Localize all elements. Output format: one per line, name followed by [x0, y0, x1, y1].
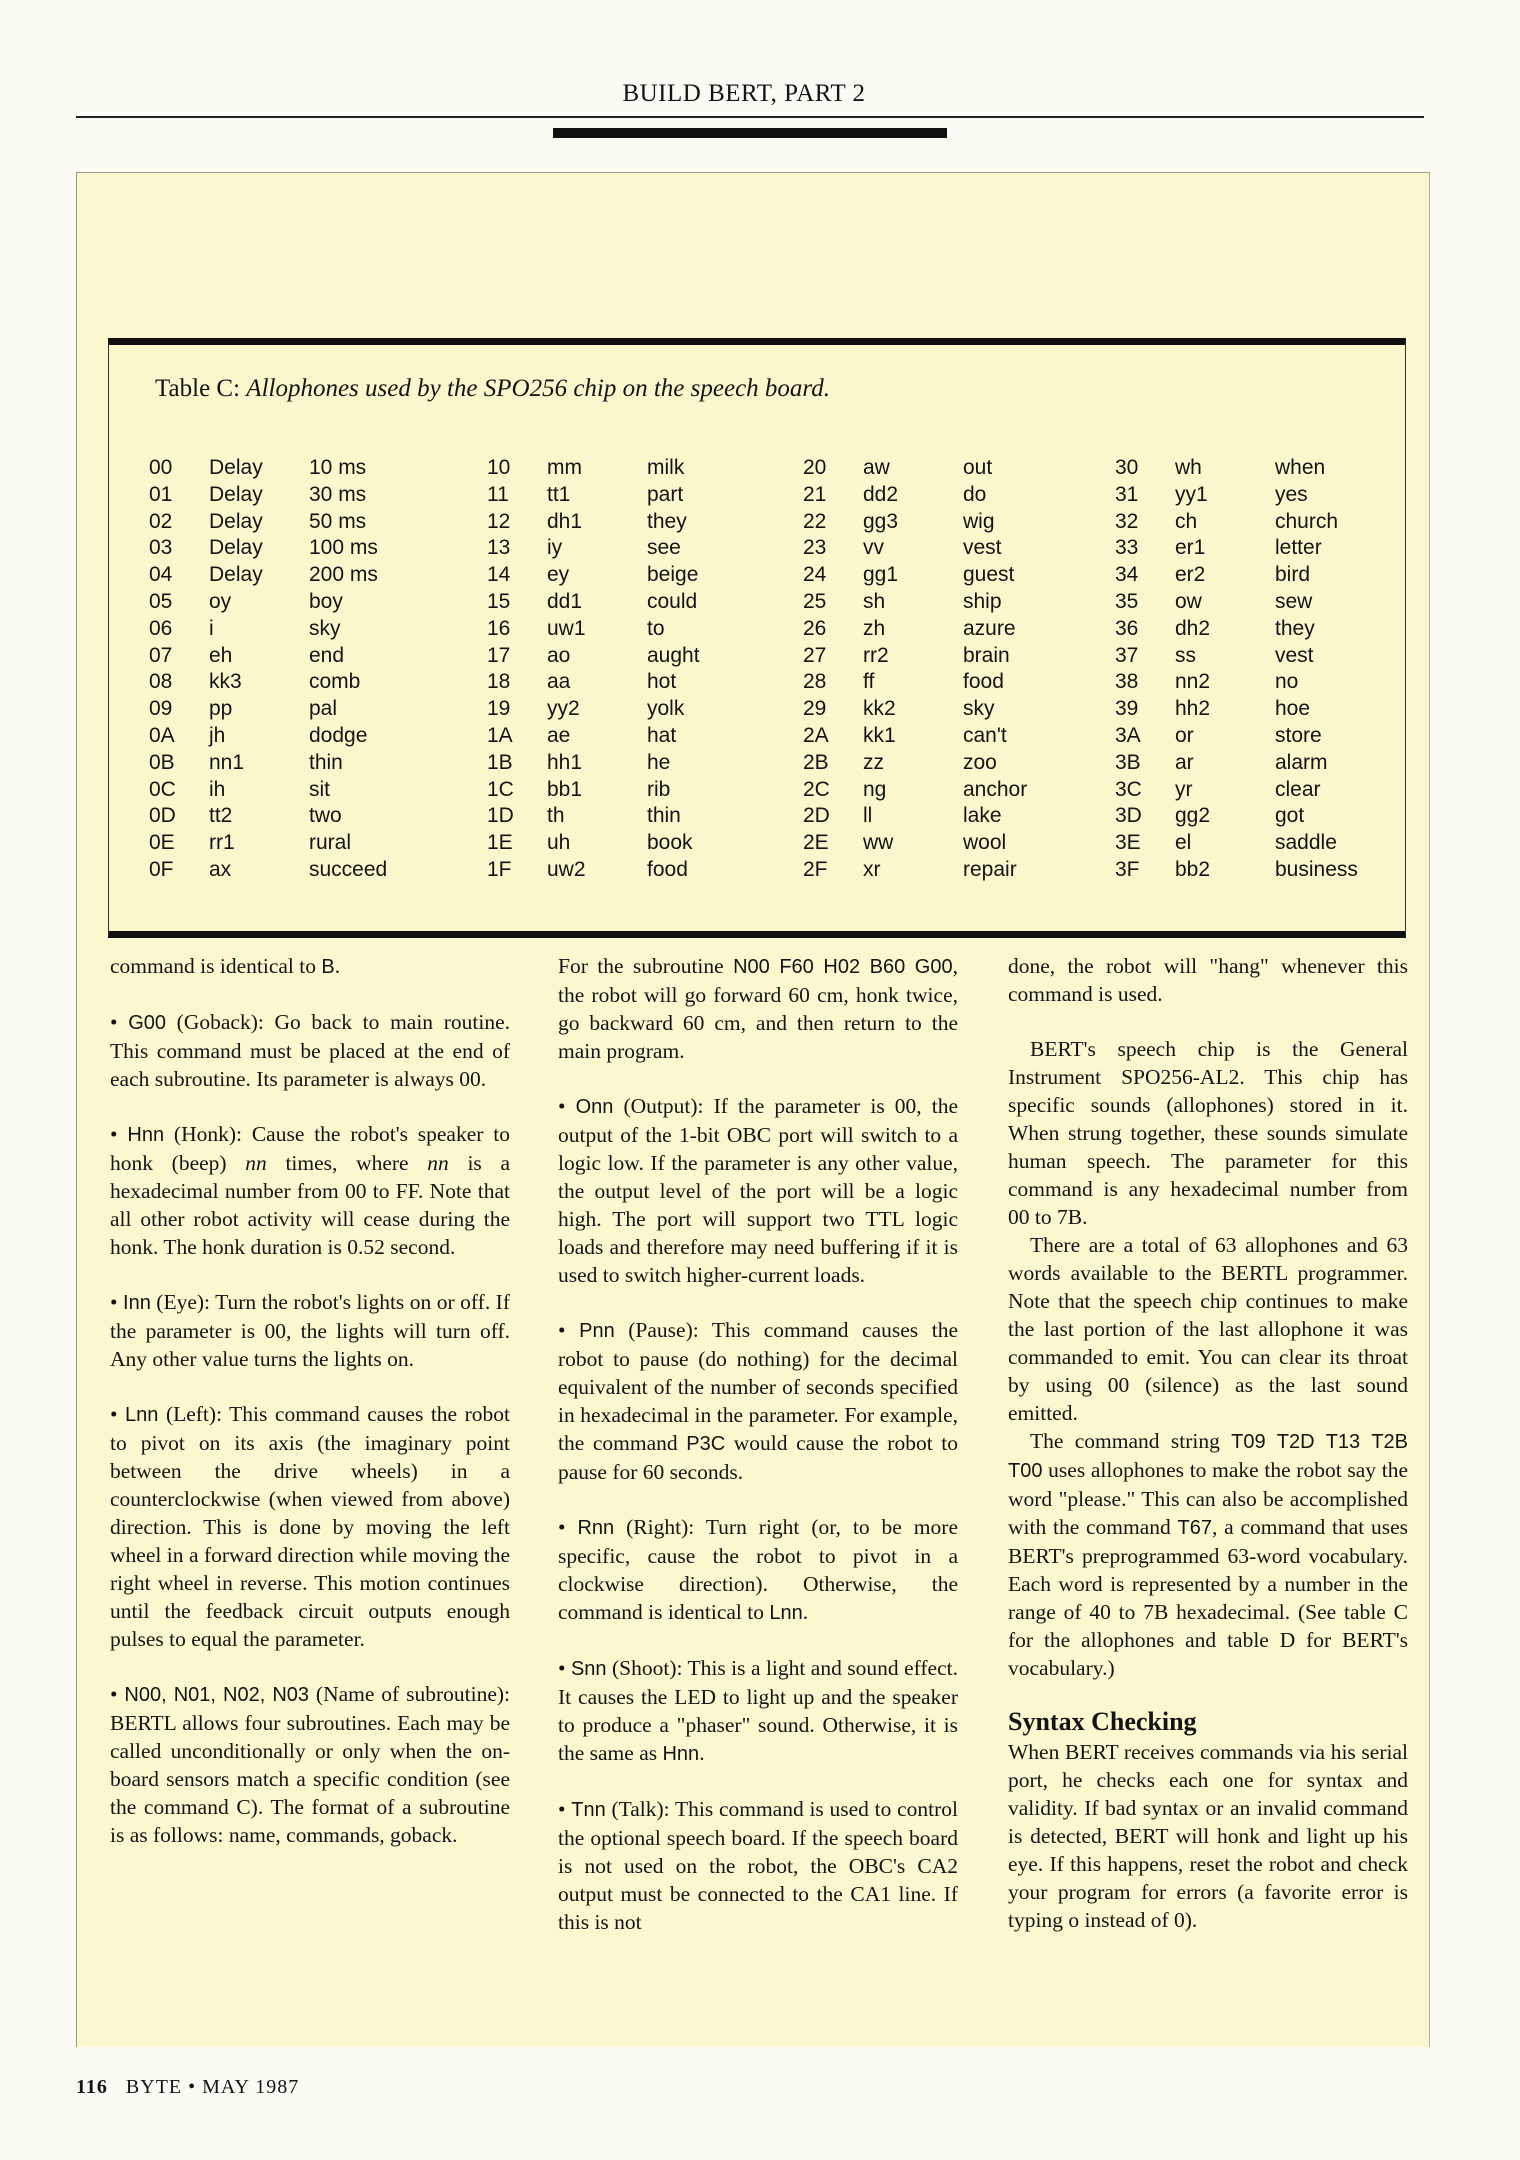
- allophone-symbol: ng: [863, 777, 887, 801]
- allophone-example: azure: [963, 616, 1016, 640]
- allophone-example: store: [1275, 723, 1322, 747]
- allophone-code: 2F: [803, 857, 828, 881]
- paragraph-left: • Lnn (Left): This command causes the robot to pivot on its axis (the imaginary point between the drive wheels) in a counterclockwise (when viewed from above) direction. This is done by moving the left wheel in a forward direction while moving the right wheel in reverse. This motion continues until the feedback circuit outputs enough pulses to equal the parameter.: [110, 1402, 510, 1651]
- allophone-symbol: el: [1175, 831, 1192, 855]
- paragraph-syntax: When BERT receives commands via his serial port, he checks each one for syntax and validity. If bad syntax or an invalid command is detected, BERT will honk and light up his eye. If this happens, reset the robot and check your program for errors (a favorite error is typing o instead of 0).: [1008, 1740, 1408, 1932]
- allophone-symbol: rr1: [209, 831, 235, 855]
- allophone-code: 2E: [803, 831, 829, 855]
- allophone-example: aught: [647, 643, 700, 667]
- allophone-symbol: ar: [1175, 750, 1194, 774]
- allophone-code: 2B: [803, 750, 829, 774]
- allophone-code: 3D: [1115, 804, 1142, 828]
- allophone-example: pal: [309, 697, 338, 721]
- allophone-example: they: [647, 509, 687, 533]
- allophone-code: 16: [487, 616, 511, 640]
- page-footer: [76, 2076, 299, 2099]
- allophone-code: 39: [1115, 697, 1139, 721]
- allophone-symbol: ss: [1175, 643, 1196, 667]
- allophone-symbol: bb1: [547, 777, 583, 801]
- allophone-example: guest: [963, 563, 1015, 587]
- allophone-example: 30 ms: [309, 482, 367, 506]
- allophone-code: 28: [803, 670, 827, 694]
- allophone-code: 12: [487, 509, 511, 533]
- allophone-code: 13: [487, 536, 511, 560]
- allophone-code: 3F: [1115, 857, 1140, 881]
- allophone-example: can't: [963, 723, 1007, 747]
- paragraph-right: • Rnn (Right): Turn right (or, to be more specific, cause the robot to pivot in a clockwise direction). Otherwise, the command is identical to Lnn.: [558, 1515, 958, 1624]
- allophone-code: 22: [803, 509, 827, 533]
- allophone-symbol: hh1: [547, 750, 583, 774]
- allophone-example: vest: [1275, 643, 1314, 667]
- allophone-symbol: kk1: [863, 723, 896, 747]
- paragraph: command is identical to B.: [110, 954, 341, 978]
- allophone-symbol: pp: [209, 697, 233, 721]
- allophone-symbol: dd2: [863, 482, 899, 506]
- allophone-code: 1F: [487, 857, 512, 881]
- allophone-code: 3B: [1115, 750, 1141, 774]
- allophone-code: 0A: [149, 723, 175, 747]
- allophone-code: 23: [803, 536, 827, 560]
- allophone-example: business: [1275, 857, 1358, 881]
- allophone-code: 2A: [803, 723, 829, 747]
- allophone-example: thin: [647, 804, 681, 828]
- allophone-symbol: gg3: [863, 509, 899, 533]
- allophone-example: when: [1275, 456, 1326, 479]
- allophone-code: 3A: [1115, 723, 1141, 747]
- allophone-symbol: uw1: [547, 616, 586, 640]
- allophone-symbol: Delay: [209, 563, 263, 587]
- allophone-example: part: [647, 482, 684, 506]
- allophone-example: two: [309, 804, 342, 828]
- running-header: BUILD BERT, PART 2: [622, 80, 866, 107]
- allophone-example: wig: [963, 509, 995, 533]
- allophone-symbol: ww: [863, 831, 894, 855]
- allophone-code: 00: [149, 456, 173, 479]
- allophone-code: 06: [149, 616, 173, 640]
- allophone-example: sky: [963, 697, 995, 721]
- allophone-code: 33: [1115, 536, 1139, 560]
- paragraph-command-string: The command string T09 T2D T13 T2B T00 uses allophones to make the robot say the word "please." This can also be accomplished with the command T67, a command that uses BERT's preprogrammed 63-word vocabulary. Each word is represented by a number in the range of 40 to 7B hexadecimal. (See table C for the allophones and table D for BERT's vocabulary.): [1008, 1429, 1408, 1680]
- allophone-symbol: or: [1175, 723, 1194, 747]
- allophone-code: 24: [803, 563, 827, 587]
- allophone-example: boy: [309, 589, 343, 613]
- allophone-code: 1D: [487, 804, 514, 828]
- magazine-issue: BYTE • MAY 1987: [125, 2076, 300, 2098]
- allophone-code: 11: [487, 482, 509, 506]
- allophone-example: dodge: [309, 723, 368, 747]
- allophone-example: 100 ms: [309, 536, 378, 560]
- allophone-example: bird: [1275, 563, 1311, 587]
- allophone-example: yes: [1275, 482, 1308, 506]
- allophone-code: 18: [487, 670, 511, 694]
- allophone-example: they: [1275, 616, 1315, 640]
- allophone-code: 01: [149, 482, 173, 506]
- allophone-symbol: iy: [547, 536, 563, 560]
- allophone-code: 05: [149, 589, 173, 613]
- allophone-example: he: [647, 750, 671, 774]
- allophone-example: 200 ms: [309, 563, 378, 587]
- allophone-symbol: ow: [1175, 589, 1202, 613]
- allophone-code: 17: [487, 643, 511, 667]
- paragraph: done, the robot will "hang" whenever this command is used.: [1008, 954, 1408, 1006]
- allophone-example: lake: [963, 804, 1002, 828]
- allophone-symbol: ax: [209, 857, 232, 881]
- allophone-code: 10: [487, 456, 511, 479]
- allophone-example: hot: [647, 670, 677, 694]
- allophone-symbol: er2: [1175, 563, 1206, 587]
- allophone-code: 2C: [803, 777, 830, 801]
- allophone-example: rural: [309, 831, 352, 855]
- text-column-1: [110, 952, 510, 1849]
- allophone-symbol: gg1: [863, 563, 899, 587]
- allophone-symbol: kk2: [863, 697, 896, 721]
- paragraph-honk: • Hnn (Honk): Cause the robot's speaker to honk (beep) nn times, where nn is a hexadecimal number from 00 to FF. Note that all other robot activity will cease during the honk. The honk duration is 0.52 second.: [110, 1122, 510, 1259]
- allophone-example: anchor: [963, 777, 1028, 801]
- allophone-example: 50 ms: [309, 509, 367, 533]
- allophone-symbol: dd1: [547, 589, 583, 613]
- allophone-symbol: sh: [863, 589, 886, 613]
- allophone-code: 0B: [149, 750, 175, 774]
- allophone-example: book: [647, 831, 693, 855]
- text-column-2: [558, 952, 958, 1936]
- allophone-example: beige: [647, 563, 699, 587]
- allophone-symbol: eh: [209, 643, 233, 667]
- allophone-code: 07: [149, 643, 173, 667]
- allophone-example: see: [647, 536, 681, 560]
- allophone-code: 02: [149, 509, 173, 533]
- allophone-example: end: [309, 643, 345, 667]
- paragraph-speech-chip: BERT's speech chip is the General Instrument SPO256-AL2. This chip has specific sounds (allophones) stored in it. When strung together, these sounds simulate human speech. The parameter for this command is any hexadecimal number from 00 to 7B.: [1008, 1037, 1408, 1229]
- paragraph-shoot: • Snn (Shoot): This is a light and sound effect. It causes the LED to light up and the speaker to produce a "phaser" sound. Otherwise, it is the same as Hnn.: [558, 1656, 958, 1765]
- allophone-code: 26: [803, 616, 827, 640]
- allophone-symbol: jh: [209, 723, 226, 747]
- allophone-symbol: ch: [1175, 509, 1198, 533]
- allophone-example: letter: [1275, 536, 1322, 560]
- allophone-example: ship: [963, 589, 1002, 613]
- allophone-code: 3C: [1115, 777, 1142, 801]
- header-bar: [553, 128, 947, 138]
- allophone-code: 1B: [487, 750, 513, 774]
- allophone-symbol: yr: [1175, 777, 1193, 801]
- allophone-example: succeed: [309, 857, 388, 881]
- allophone-example: wool: [963, 831, 1007, 855]
- allophone-code: 37: [1115, 643, 1139, 667]
- paragraph-talk: • Tnn (Talk): This command is used to control the optional speech board. If the speech board is not used on the robot, the OBC's CA2 output must be connected to the CA1 line. If this is not: [558, 1797, 959, 1934]
- table-caption: [155, 375, 830, 403]
- allophone-code: 31: [1115, 482, 1139, 506]
- allophone-example: repair: [963, 857, 1017, 881]
- allophone-symbol: gg2: [1175, 804, 1211, 828]
- paragraph-name: • N00, N01, N02, N03 (Name of subroutine): BERTL allows four subroutines. Each may be called unconditionally or only when the on-board sensors match a specific condition (see the command C). The format of a subroutine is as follows: name, commands, goback.: [110, 1682, 510, 1847]
- allophone-symbol: dh2: [1175, 616, 1211, 640]
- allophone-example: to: [647, 616, 665, 640]
- allophone-symbol: tt2: [209, 804, 233, 828]
- allophone-example: sit: [309, 777, 330, 801]
- allophone-example: yolk: [647, 697, 685, 721]
- allophone-symbol: kk3: [209, 670, 242, 694]
- allophone-symbol: uh: [547, 831, 571, 855]
- allophone-example: clear: [1275, 777, 1321, 801]
- allophone-example: 10 ms: [309, 456, 367, 479]
- allophone-code: 19: [487, 697, 511, 721]
- allophone-symbol: vv: [863, 536, 884, 560]
- allophone-symbol: i: [209, 616, 214, 640]
- allophone-code: 30: [1115, 456, 1139, 479]
- allophone-code: 35: [1115, 589, 1139, 613]
- allophone-symbol: xr: [863, 857, 881, 881]
- allophone-code: 25: [803, 589, 827, 613]
- allophone-symbol: zh: [863, 616, 886, 640]
- allophone-symbol: nn2: [1175, 670, 1211, 694]
- allophone-symbol: ll: [863, 804, 873, 828]
- table-description: Allophones used by the SPO256 chip on the speech board.: [246, 375, 830, 402]
- allophone-code: 1E: [487, 831, 513, 855]
- allophone-symbol: ff: [863, 670, 875, 694]
- allophone-symbol: aw: [863, 456, 890, 479]
- allophone-table: [108, 338, 1406, 938]
- allophone-example: hat: [647, 723, 677, 747]
- allophone-code: 1C: [487, 777, 514, 801]
- paragraph-eye: • Inn (Eye): Turn the robot's lights on or off. If the parameter is 00, the lights will turn off. Any other value turns the lights on.: [110, 1290, 510, 1371]
- allophone-symbol: nn1: [209, 750, 245, 774]
- paragraph-output: • Onn (Output): If the parameter is 00, the output of the 1-bit OBC port will switch to a logic low. If the parameter is any other value, the output level of the port will be a logic high. The port will support two TTL logic loads and therefore may need buffering if it is used to switch higher-current loads.: [558, 1094, 958, 1287]
- allophone-example: brain: [963, 643, 1010, 667]
- allophone-symbol: ae: [547, 723, 571, 747]
- allophone-symbol: hh2: [1175, 697, 1211, 721]
- allophone-symbol: tt1: [547, 482, 571, 506]
- text-column-3: [1008, 952, 1408, 1934]
- allophone-code: 14: [487, 563, 511, 587]
- allophone-example: church: [1275, 509, 1339, 533]
- allophone-symbol: er1: [1175, 536, 1206, 560]
- paragraph-pause: • Pnn (Pause): This command causes the robot to pause (do nothing) for the decimal equivalent of the number of seconds specified in hexadecimal in the parameter. For example, the command P3C would cause the robot to pause for 60 seconds.: [558, 1318, 959, 1484]
- paragraph-allophones: There are a total of 63 allophones and 63 words available to the BERTL programmer. Note that the speech chip continues to make the last portion of the last allophone it was commanded to emit. You can clear its throat by using 00 (silence) as the last sound emitted.: [1008, 1233, 1408, 1425]
- allophone-code: 29: [803, 697, 827, 721]
- allophone-symbol: uw2: [547, 857, 586, 881]
- allophone-code: 04: [149, 563, 173, 587]
- allophone-example: no: [1275, 670, 1299, 694]
- allophone-example: saddle: [1275, 831, 1337, 855]
- allophone-code: 34: [1115, 563, 1139, 587]
- allophone-example: zoo: [963, 750, 997, 774]
- table-label: Table C:: [155, 375, 241, 402]
- allophone-symbol: Delay: [209, 509, 263, 533]
- allophone-code: 2D: [803, 804, 830, 828]
- allophone-symbol: oy: [209, 589, 232, 613]
- allophone-example: got: [1275, 804, 1305, 828]
- allophone-symbol: Delay: [209, 482, 263, 506]
- paragraph-subroutine-example: For the subroutine N00 F60 H02 B60 G00, the robot will go forward 60 cm, honk twice, go backward 60 cm, and then return to the main program.: [558, 954, 958, 1063]
- allophone-symbol: Delay: [209, 456, 263, 479]
- allophone-example: thin: [309, 750, 343, 774]
- allophone-example: out: [963, 456, 993, 479]
- allophone-code: 27: [803, 643, 827, 667]
- allophone-example: sew: [1275, 589, 1313, 613]
- allophone-symbol: th: [547, 804, 565, 828]
- allophone-example: milk: [647, 456, 685, 479]
- allophone-code: 0F: [149, 857, 174, 881]
- allophone-code: 0E: [149, 831, 175, 855]
- header-rule: [76, 116, 1424, 118]
- page-number: 116: [76, 2076, 108, 2098]
- allophone-symbol: aa: [547, 670, 571, 694]
- allophone-code: 36: [1115, 616, 1139, 640]
- allophone-code: 08: [149, 670, 173, 694]
- allophone-code: 0C: [149, 777, 176, 801]
- paragraph-goback: • G00 (Goback): Go back to main routine. This command must be placed at the end of each subroutine. Its parameter is always 00.: [110, 1010, 510, 1091]
- allophone-symbol: ey: [547, 563, 570, 587]
- allophone-example: comb: [309, 670, 361, 694]
- allophone-example: do: [963, 482, 987, 506]
- allophone-symbol: mm: [547, 456, 582, 479]
- allophone-example: food: [647, 857, 688, 881]
- allophone-code: 20: [803, 456, 827, 479]
- allophone-symbol: ao: [547, 643, 571, 667]
- allophone-code: 15: [487, 589, 511, 613]
- allophone-symbol: yy1: [1175, 482, 1208, 506]
- allophone-code: 09: [149, 697, 173, 721]
- allophone-code: 1A: [487, 723, 513, 747]
- allophone-symbol: ih: [209, 777, 226, 801]
- allophone-example: rib: [647, 777, 671, 801]
- allophone-code: 0D: [149, 804, 176, 828]
- allophone-example: could: [647, 589, 698, 613]
- allophone-code: 38: [1115, 670, 1139, 694]
- allophone-code: 3E: [1115, 831, 1141, 855]
- allophone-code: 21: [803, 482, 827, 506]
- allophone-symbol: rr2: [863, 643, 889, 667]
- allophone-example: alarm: [1275, 750, 1328, 774]
- allophone-example: food: [963, 670, 1004, 694]
- allophone-symbol: wh: [1175, 456, 1202, 479]
- allophone-symbol: Delay: [209, 536, 263, 560]
- allophone-code: 03: [149, 536, 173, 560]
- allophone-symbol: yy2: [547, 697, 580, 721]
- allophone-symbol: zz: [863, 750, 884, 774]
- allophone-code: 32: [1115, 509, 1139, 533]
- allophone-example: hoe: [1275, 697, 1311, 721]
- allophone-example: vest: [963, 536, 1002, 560]
- allophone-example: sky: [309, 616, 341, 640]
- allophone-symbol: dh1: [547, 509, 583, 533]
- section-heading: Syntax Checking: [1008, 1707, 1197, 1736]
- allophone-symbol: bb2: [1175, 857, 1211, 881]
